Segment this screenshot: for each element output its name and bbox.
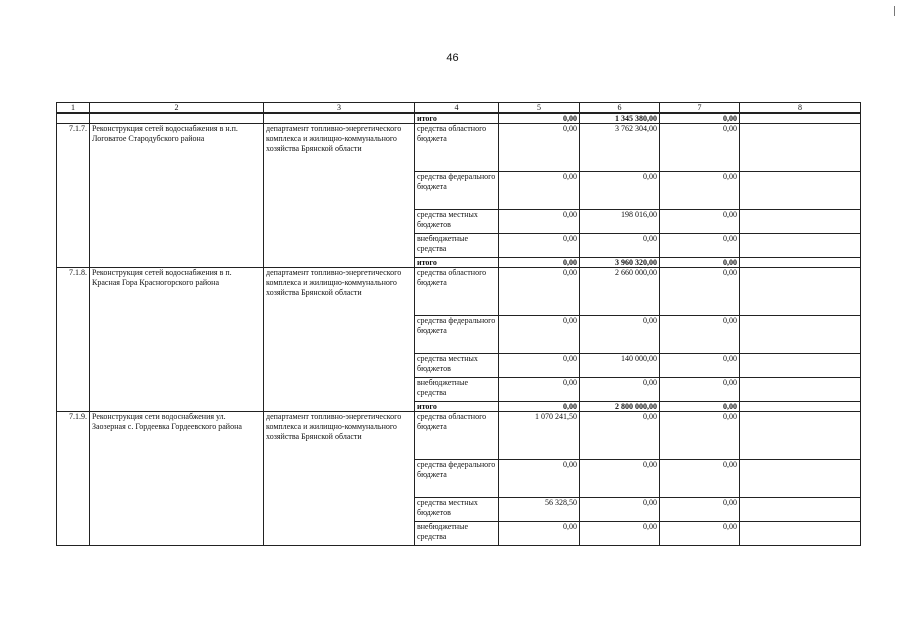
column-header: 8 <box>740 103 861 114</box>
value-col6: 0,00 <box>580 316 660 354</box>
value-col8 <box>740 172 861 210</box>
funding-source: средства местных бюджетов <box>415 354 499 378</box>
value-col8 <box>740 378 861 402</box>
funding-row <box>57 412 861 460</box>
value-col6: 140 000,00 <box>580 354 660 378</box>
column-header: 6 <box>580 103 660 114</box>
carry-total-row <box>57 113 861 124</box>
value-col8 <box>740 210 861 234</box>
value-col5: 0,00 <box>499 268 580 316</box>
value-col8 <box>740 522 861 546</box>
funding-source: итого <box>415 402 499 412</box>
value-col6: 2 800 000,00 <box>580 402 660 412</box>
value-col7: 0,00 <box>660 316 740 354</box>
value-col8 <box>740 268 861 316</box>
column-header: 1 <box>57 103 90 114</box>
value-col6: 3 762 304,00 <box>580 124 660 172</box>
budget-table <box>56 102 861 546</box>
value-col8 <box>740 354 861 378</box>
value-col8 <box>740 234 861 258</box>
column-header: 3 <box>264 103 415 114</box>
value-col8 <box>740 124 861 172</box>
value-col5: 0,00 <box>499 234 580 258</box>
scan-edge-mark <box>894 6 895 16</box>
funding-row <box>57 124 861 172</box>
value-col5: 0,00 <box>499 172 580 210</box>
page-number: 46 <box>446 52 459 64</box>
item-executor: департамент топливно-энергетического комплекса и жилищно-коммунального хозяйства Брянской области <box>264 124 415 268</box>
item-executor: департамент топливно-энергетического комплекса и жилищно-коммунального хозяйства Брянской области <box>264 268 415 412</box>
item-name: Реконструкция сети водоснабжения ул. Заозерная с. Гордеевка Гордеевского района <box>90 412 264 546</box>
column-header: 4 <box>415 103 499 114</box>
value-col5: 56 328,50 <box>499 498 580 522</box>
funding-source: средства местных бюджетов <box>415 498 499 522</box>
funding-source: итого <box>415 258 499 268</box>
funding-source: средства федерального бюджета <box>415 316 499 354</box>
value-col7: 0,00 <box>660 210 740 234</box>
value-col7: 0,00 <box>660 354 740 378</box>
value-col8 <box>740 258 861 268</box>
value-col7: 0,00 <box>660 124 740 172</box>
column-header: 2 <box>90 103 264 114</box>
funding-source: средства федерального бюджета <box>415 172 499 210</box>
value-col5: 0,00 <box>499 258 580 268</box>
value-col6: 3 960 320,00 <box>580 258 660 268</box>
value-col6: 0,00 <box>580 522 660 546</box>
value-col8 <box>740 460 861 498</box>
item-name: Реконструкция сетей водоснабжения в п. Красная Гора Красногорского района <box>90 268 264 412</box>
item-executor: департамент топливно-энергетического комплекса и жилищно-коммунального хозяйства Брянской области <box>264 412 415 546</box>
item-code: 7.1.7. <box>57 124 90 268</box>
value-col6: 198 016,00 <box>580 210 660 234</box>
value-col5: 0,00 <box>499 522 580 546</box>
value-col8 <box>740 412 861 460</box>
value-col8 <box>740 316 861 354</box>
value-col5: 0,00 <box>499 354 580 378</box>
value-col5: 0,00 <box>499 113 580 124</box>
value-col5: 0,00 <box>499 402 580 412</box>
funding-source: итого <box>415 113 499 124</box>
item-code: 7.1.9. <box>57 412 90 546</box>
funding-source: средства местных бюджетов <box>415 210 499 234</box>
value-col7: 0,00 <box>660 378 740 402</box>
value-col6: 0,00 <box>580 378 660 402</box>
value-col5: 0,00 <box>499 316 580 354</box>
column-header: 5 <box>499 103 580 114</box>
value-col5: 0,00 <box>499 124 580 172</box>
value-col6: 0,00 <box>580 498 660 522</box>
funding-source: средства областного бюджета <box>415 268 499 316</box>
value-col7: 0,00 <box>660 113 740 124</box>
value-col7: 0,00 <box>660 498 740 522</box>
value-col7: 0,00 <box>660 412 740 460</box>
value-col6: 0,00 <box>580 172 660 210</box>
value-col7: 0,00 <box>660 258 740 268</box>
value-col7: 0,00 <box>660 172 740 210</box>
value-col5: 0,00 <box>499 460 580 498</box>
funding-source: внебюджетные средства <box>415 234 499 258</box>
value-col5: 0,00 <box>499 210 580 234</box>
value-col5: 1 070 241,50 <box>499 412 580 460</box>
funding-source: внебюджетные средства <box>415 378 499 402</box>
value-col6: 0,00 <box>580 412 660 460</box>
value-col7: 0,00 <box>660 402 740 412</box>
funding-source: средства областного бюджета <box>415 412 499 460</box>
funding-row <box>57 268 861 316</box>
value-col6: 0,00 <box>580 460 660 498</box>
funding-source: средства федерального бюджета <box>415 460 499 498</box>
value-col6: 2 660 000,00 <box>580 268 660 316</box>
item-code: 7.1.8. <box>57 268 90 412</box>
header-row <box>57 103 861 114</box>
funding-source: средства областного бюджета <box>415 124 499 172</box>
value-col5: 0,00 <box>499 378 580 402</box>
value-col8 <box>740 498 861 522</box>
item-name: Реконструкция сетей водоснабжения в н.п. Логоватое Стародубского района <box>90 124 264 268</box>
value-col7: 0,00 <box>660 234 740 258</box>
column-header: 7 <box>660 103 740 114</box>
value-col7: 0,00 <box>660 522 740 546</box>
value-col6: 0,00 <box>580 234 660 258</box>
value-col6: 1 345 380,00 <box>580 113 660 124</box>
value-col7: 0,00 <box>660 460 740 498</box>
funding-source: внебюджетные средства <box>415 522 499 546</box>
value-col8 <box>740 402 861 412</box>
value-col7: 0,00 <box>660 268 740 316</box>
